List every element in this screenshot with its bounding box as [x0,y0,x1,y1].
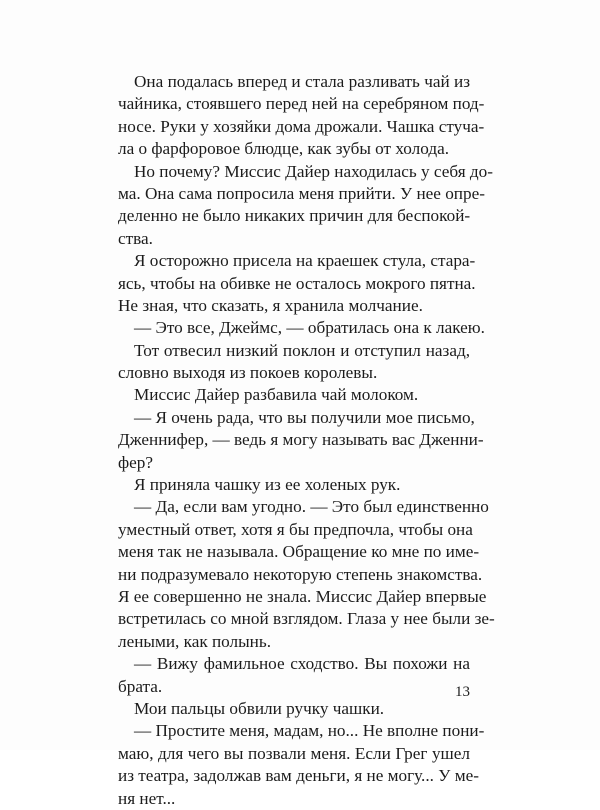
text-line: — Да, если вам угодно. — Это был единственно [134,497,489,517]
text-line: меня так не называла. Обращение ко мне по име- [118,542,480,562]
text-line: Я ее совершенно не знала. Миссис Дайер впервые [118,586,487,606]
text-line: носе. Руки у хозяйки дома дрожали. Чашка стуча- [118,116,485,136]
text-line: — Это все, Джеймс, — обратилась она к лакею. [134,318,485,338]
text-line: из театра, задолжав вам деньги, я не могу... У ме- [118,766,479,786]
text-line: фер? [118,452,153,472]
text-line: ня нет... [118,788,176,808]
text-line: ла о фарфоровое блюдце, как зубы от холода. [118,139,449,159]
text-line: словно выходя из покоев королевы. [118,363,378,383]
text-line: ства. [118,228,153,248]
text-line: маю, для чего вы позвали меня. Если Грег ушел [118,743,470,763]
text-line: — Вижу фамильное сходство. Вы похожи на [134,654,470,674]
text-line: — Я очень рада, что вы получили мое письмо, [134,407,475,427]
text-line: Дженнифер, — ведь я могу называть вас Дженни- [118,430,484,450]
text-line: Но почему? Миссис Дайер находилась у себя до- [134,161,493,181]
text-line: Тот отвесил низкий поклон и отступил назад, [134,340,470,360]
text-line: уместный ответ, хотя я бы предпочла, чтобы она [118,519,473,539]
body-text [118,71,495,810]
text-line: брата. [118,676,163,696]
text-line: ни подразумевало некоторую степень знакомства. [118,564,483,584]
text-line: чайника, стоявшего перед ней на серебряном под- [118,94,485,114]
text-line: Не зная, что сказать, я хранила молчание. [118,295,423,315]
text-line: Миссис Дайер разбавила чай молоком. [134,385,419,405]
text-line: ма. Она сама попросила меня прийти. У нее опре- [118,183,485,203]
text-line: — Простите меня, мадам, но... Не вполне пони- [134,721,485,741]
text-line: деленно не было никаких причин для беспокой- [118,206,471,226]
text-line: леными, как полынь. [118,631,272,651]
text-line: Она подалась вперед и стала разливать чай из [134,72,470,91]
text-line: встретилась со мной взглядом. Глаза у нее были зе- [118,609,495,629]
page-number: 13 [455,684,470,700]
text-line: Я осторожно присела на краешек стула, стара- [134,251,476,271]
text-line: Мои пальцы обвили ручку чашки. [134,698,385,718]
text-line: ясь, чтобы на обивке не осталось мокрого пятна. [118,273,476,293]
text-line: Я приняла чашку из ее холеных рук. [134,475,401,495]
